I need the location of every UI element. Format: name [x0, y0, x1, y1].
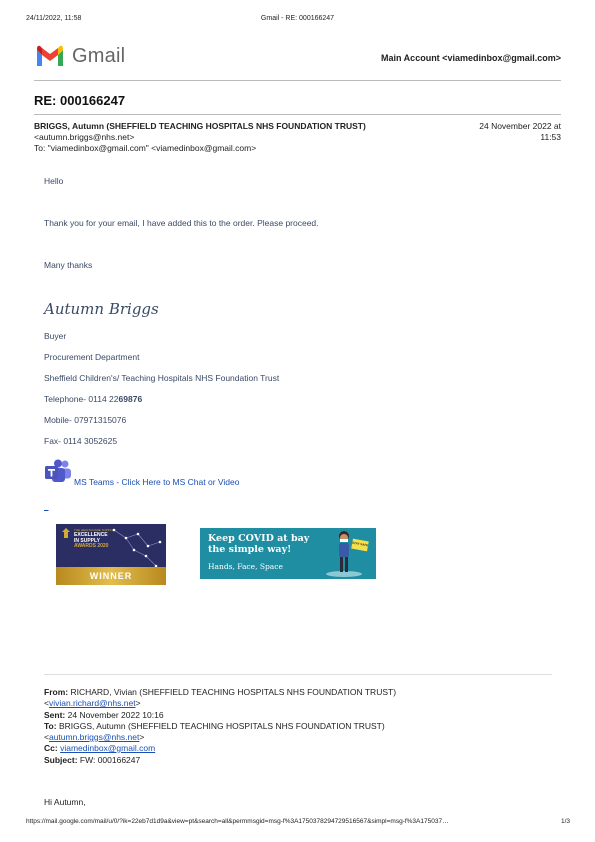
- covid-headline: [208, 534, 309, 555]
- covid-line3: Hands, Face, Space: [208, 562, 283, 571]
- quoted-to-value: BRIGGS, Autumn (SHEFFIELD TEACHING HOSPITALS NHS FOUNDATION TRUST): [58, 721, 385, 731]
- quoted-to-label: To:: [44, 721, 57, 731]
- message-date: [461, 121, 561, 143]
- sender-email: <autumn.briggs@nhs.net>: [34, 132, 135, 142]
- award-title: [74, 533, 108, 550]
- body-paragraph: Thank you for your email, I have added this to the order. Please proceed.: [44, 218, 319, 228]
- covid-line1: Keep COVID at bay: [208, 533, 310, 544]
- covid-person-illustration: [320, 528, 376, 579]
- quoted-from-label: From:: [44, 687, 69, 697]
- signature-organisation: Sheffield Children's/ Teaching Hospitals NHS Foundation Trust: [44, 373, 280, 383]
- signature-fax: Fax- 0114 3052625: [44, 436, 118, 446]
- header-divider: [34, 80, 561, 81]
- signature-name: Autumn Briggs: [44, 300, 159, 318]
- quoted-from-email-open: <: [44, 698, 49, 708]
- telephone-prefix: Telephone- 0114 22: [44, 394, 119, 404]
- covid-sign-text: STAY SAFE: [351, 540, 369, 548]
- quoted-cc: [44, 743, 155, 753]
- gmail-logo-icon: [35, 44, 65, 68]
- recipient-line: To: "viamedinbox@gmail.com" <viamedinbox@gmail.com>: [34, 143, 257, 153]
- covid-line2: the simple way!: [208, 543, 292, 555]
- award-line1: EXCELLENCE: [74, 532, 108, 538]
- telephone-suffix: 69876: [118, 394, 143, 404]
- quoted-sent-value: 24 November 2022 10:16: [67, 710, 164, 720]
- print-footer-page: 1/3: [560, 818, 570, 825]
- covid-banner: [200, 528, 376, 579]
- quoted-to-email-link[interactable]: autumn.briggs@nhs.net: [48, 732, 140, 742]
- sender-name: BRIGGS, Autumn (SHEFFIELD TEACHING HOSPITALS NHS FOUNDATION TRUST): [34, 121, 366, 131]
- quoted-greeting: Hi Autumn,: [44, 797, 86, 807]
- quote-divider: [44, 674, 552, 675]
- ms-teams-icon: [44, 459, 72, 485]
- quoted-cc-label: Cc:: [44, 743, 58, 753]
- signature-underscore-link[interactable]: _: [44, 502, 49, 511]
- account-label: Main Account <viamedinbox@gmail.com>: [381, 53, 561, 63]
- quoted-from-value: RICHARD, Vivian (SHEFFIELD TEACHING HOSPITALS NHS FOUNDATION TRUST): [70, 687, 397, 697]
- quoted-to: [44, 721, 385, 731]
- quoted-subject: [44, 755, 140, 765]
- quoted-sent-label: Sent:: [44, 710, 66, 720]
- message-date-line1: 24 November 2022 at: [479, 121, 561, 131]
- award-banner: [56, 524, 166, 585]
- print-footer-url: https://mail.google.com/mail/u/0/?ik=22eb7d1d9a&view=pt&search=all&permmsgid=msg-f%3A1750378294729516567&simpl=msg-f%3A175037…: [26, 818, 449, 825]
- quoted-cc-link[interactable]: viamedinbox@gmail.com: [60, 743, 156, 753]
- quoted-subject-value: FW: 000166247: [79, 755, 141, 765]
- subject-divider: [34, 114, 561, 115]
- print-page-title: Gmail - RE: 000166247: [260, 15, 335, 22]
- signature-role: Buyer: [44, 331, 67, 341]
- award-small-text: THE HEALTHCARE SUPPLY: [74, 528, 114, 532]
- body-closing: Many thanks: [44, 260, 93, 270]
- quoted-to-email-open: <: [44, 732, 49, 742]
- signature-telephone: [44, 394, 142, 404]
- award-ribbon: WINNER: [56, 567, 166, 585]
- ms-teams-link[interactable]: MS Teams - Click Here to MS Chat or Video: [74, 477, 240, 487]
- quoted-to-email-close: >: [139, 732, 145, 742]
- award-line2: IN SUPPLY: [74, 537, 100, 544]
- quoted-to-email: [44, 732, 144, 742]
- quoted-sent: [44, 710, 164, 720]
- message-date-line2: 11:53: [540, 132, 561, 142]
- thread-subject: RE: 000166247: [34, 93, 126, 108]
- quoted-from-email-close: >: [135, 698, 141, 708]
- print-datetime: 24/11/2022, 11:58: [26, 15, 82, 22]
- gmail-wordmark: Gmail: [72, 45, 126, 67]
- award-line3: AWARDS 2020: [74, 543, 109, 549]
- signature-department: Procurement Department: [44, 352, 140, 362]
- signature-mobile: Mobile- 07971315076: [44, 415, 127, 425]
- quoted-from-email: [44, 698, 141, 708]
- quoted-from-email-link[interactable]: vivian.richard@nhs.net: [48, 698, 136, 708]
- quoted-from: [44, 687, 396, 697]
- quoted-subject-label: Subject:: [44, 755, 78, 765]
- body-greeting: Hello: [44, 176, 64, 186]
